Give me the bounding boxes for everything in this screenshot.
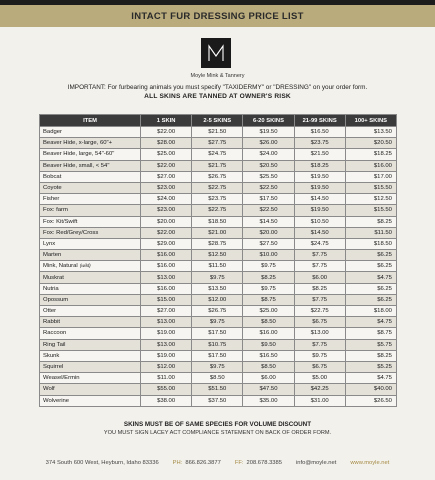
- brand-name: Moyle Mink & Tannery: [190, 73, 245, 79]
- fax-label: FF:: [234, 460, 244, 466]
- price-cell: $7.75: [294, 294, 345, 305]
- item-name-cell: [40, 149, 141, 160]
- price-cell: $8.75: [345, 328, 396, 339]
- table-row: [40, 250, 397, 261]
- price-cell: $7.75: [294, 261, 345, 272]
- price-cell: $10.50: [294, 216, 345, 227]
- table-row: [40, 395, 397, 406]
- item-name: Beaver Hide, x-large, 60"+: [43, 140, 113, 147]
- price-cell: $23.75: [192, 194, 243, 205]
- price-cell: $27.00: [141, 171, 192, 182]
- price-cell: $4.75: [345, 272, 396, 283]
- price-cell: $9.75: [243, 283, 294, 294]
- price-cell: $10.00: [243, 250, 294, 261]
- price-cell: $16.00: [141, 261, 192, 272]
- item-name: Marten: [43, 252, 62, 259]
- price-cell: $6.75: [294, 317, 345, 328]
- price-cell: $22.00: [141, 127, 192, 138]
- item-note: (wild): [79, 263, 91, 269]
- item-name-cell: [40, 306, 141, 317]
- price-cell: $26.50: [345, 395, 396, 406]
- table-row: [40, 216, 397, 227]
- price-cell: $8.75: [243, 294, 294, 305]
- item-name: Bobcat: [43, 173, 62, 180]
- price-cell: $19.50: [294, 205, 345, 216]
- price-cell: $15.50: [345, 182, 396, 193]
- price-cell: $28.00: [141, 138, 192, 149]
- price-cell: $6.25: [345, 250, 396, 261]
- price-cell: $51.50: [192, 384, 243, 395]
- price-cell: $25.00: [243, 306, 294, 317]
- footer-phone: [173, 460, 221, 466]
- price-cell: $13.00: [141, 272, 192, 283]
- item-name: Skunk: [43, 352, 60, 359]
- column-header-2-5-skins: 2-5 SKINS: [192, 115, 243, 127]
- price-cell: $16.00: [243, 328, 294, 339]
- item-name: Opossum: [43, 296, 69, 303]
- table-row: [40, 306, 397, 317]
- price-cell: $18.00: [345, 306, 396, 317]
- price-cell: $6.25: [345, 294, 396, 305]
- price-cell: $22.50: [243, 182, 294, 193]
- price-cell: $9.75: [294, 350, 345, 361]
- column-header-item: ITEM: [40, 115, 141, 127]
- table-row: [40, 149, 397, 160]
- price-cell: $13.50: [345, 127, 396, 138]
- page-title: INTACT FUR DRESSING PRICE LIST: [131, 10, 304, 22]
- price-cell: $20.00: [243, 227, 294, 238]
- price-cell: $11.00: [141, 373, 192, 384]
- price-cell: $4.75: [345, 317, 396, 328]
- item-name-cell: [40, 216, 141, 227]
- price-cell: $22.00: [141, 160, 192, 171]
- item-name-cell: [40, 350, 141, 361]
- price-cell: $15.50: [345, 205, 396, 216]
- lacey-act-note: YOU MUST SIGN LACEY ACT COMPLIANCE STATEMENT ON BACK OF ORDER FORM.: [103, 430, 332, 436]
- price-cell: $10.75: [192, 339, 243, 350]
- price-cell: $47.50: [243, 384, 294, 395]
- table-row: [40, 182, 397, 193]
- brand-logo: [201, 38, 231, 68]
- item-name-cell: [40, 294, 141, 305]
- price-cell: $26.00: [243, 138, 294, 149]
- price-cell: $6.75: [294, 361, 345, 372]
- phone-label: PH:: [172, 460, 183, 466]
- price-cell: $26.75: [192, 171, 243, 182]
- price-cell: $9.75: [192, 317, 243, 328]
- price-cell: $27.00: [141, 306, 192, 317]
- price-cell: $9.75: [192, 361, 243, 372]
- price-cell: $26.75: [192, 306, 243, 317]
- item-name-cell: [40, 328, 141, 339]
- item-name-cell: [40, 205, 141, 216]
- item-name: Fisher: [43, 196, 60, 203]
- item-name-cell: [40, 339, 141, 350]
- price-cell: $17.50: [192, 328, 243, 339]
- price-cell: $24.00: [141, 194, 192, 205]
- footer-address: 374 South 600 West, Heyburn, Idaho 83336: [45, 460, 159, 466]
- price-cell: $24.00: [243, 149, 294, 160]
- table-header-row: [40, 115, 397, 127]
- risk-notice: ALL SKINS ARE TANNED AT OWNER'S RISK: [144, 93, 291, 100]
- price-cell: $21.00: [192, 227, 243, 238]
- footer-website[interactable]: www.moyle.net: [350, 460, 390, 466]
- price-cell: $5.25: [345, 361, 396, 372]
- price-cell: $15.00: [141, 294, 192, 305]
- price-cell: $24.75: [192, 149, 243, 160]
- price-cell: $20.00: [141, 216, 192, 227]
- price-cell: $8.50: [192, 373, 243, 384]
- column-header-21-99-skins: 21-99 SKINS: [294, 115, 345, 127]
- price-cell: $14.50: [243, 216, 294, 227]
- price-cell: $11.50: [192, 261, 243, 272]
- price-cell: $23.00: [141, 182, 192, 193]
- item-name-cell: [40, 317, 141, 328]
- phone-number: 866.826.3877: [185, 460, 221, 466]
- price-cell: $7.75: [294, 250, 345, 261]
- price-cell: $6.25: [345, 261, 396, 272]
- price-cell: $8.25: [345, 350, 396, 361]
- price-cell: $22.50: [243, 205, 294, 216]
- price-cell: $12.50: [192, 250, 243, 261]
- footer-fax: [235, 460, 282, 466]
- price-cell: $9.50: [243, 339, 294, 350]
- table-row: [40, 194, 397, 205]
- table-body: [40, 127, 397, 407]
- price-cell: $6.00: [243, 373, 294, 384]
- price-cell: $16.00: [141, 250, 192, 261]
- item-name: Raccoon: [43, 330, 67, 337]
- price-cell: $23.75: [294, 138, 345, 149]
- table-row: [40, 339, 397, 350]
- table-row: [40, 272, 397, 283]
- item-name: Fox: farm: [43, 207, 68, 214]
- table-row: [40, 138, 397, 149]
- price-table: [39, 114, 397, 407]
- item-name: Beaver Hide, small, < 54": [43, 162, 110, 169]
- price-cell: $6.25: [345, 283, 396, 294]
- price-cell: $19.50: [243, 127, 294, 138]
- table-row: [40, 261, 397, 272]
- price-cell: $7.75: [294, 339, 345, 350]
- price-cell: $37.50: [192, 395, 243, 406]
- item-name-cell: [40, 160, 141, 171]
- price-cell: $19.00: [141, 328, 192, 339]
- item-name: Wolf: [43, 386, 55, 393]
- price-cell: $25.00: [141, 149, 192, 160]
- item-name-cell: [40, 127, 141, 138]
- price-cell: $8.25: [243, 272, 294, 283]
- price-cell: $14.50: [294, 194, 345, 205]
- table-row: [40, 160, 397, 171]
- price-cell: $18.50: [345, 238, 396, 249]
- table-row: [40, 373, 397, 384]
- price-cell: $4.75: [345, 373, 396, 384]
- price-cell: $12.00: [141, 361, 192, 372]
- table-row: [40, 361, 397, 372]
- item-name: Badger: [43, 129, 62, 136]
- column-header-100-skins: 100+ SKINS: [345, 115, 396, 127]
- price-cell: $25.50: [243, 171, 294, 182]
- item-name: Coyote: [43, 185, 62, 192]
- footer-email[interactable]: info@moyle.net: [295, 460, 337, 466]
- item-name: Muskrat: [43, 274, 64, 281]
- price-cell: $16.50: [243, 350, 294, 361]
- table-row: [40, 238, 397, 249]
- item-name: Otter: [43, 308, 57, 315]
- price-cell: $11.50: [345, 227, 396, 238]
- item-name-cell: [40, 227, 141, 238]
- price-cell: $19.50: [294, 171, 345, 182]
- column-header-6-20-skins: 6-20 SKINS: [243, 115, 294, 127]
- item-name-cell: [40, 283, 141, 294]
- price-cell: $12.00: [192, 294, 243, 305]
- price-cell: $18.25: [345, 149, 396, 160]
- price-cell: $28.75: [192, 238, 243, 249]
- table-row: [40, 384, 397, 395]
- price-cell: $8.25: [294, 283, 345, 294]
- item-name: Rabbit: [43, 319, 61, 326]
- price-cell: $6.00: [294, 272, 345, 283]
- price-cell: $13.00: [294, 328, 345, 339]
- price-cell: $16.00: [141, 283, 192, 294]
- table-row: [40, 350, 397, 361]
- item-name: Ring Tail: [43, 341, 66, 348]
- price-cell: $19.00: [141, 350, 192, 361]
- price-cell: $13.00: [141, 339, 192, 350]
- footer: [0, 460, 435, 466]
- price-cell: $9.75: [192, 272, 243, 283]
- price-cell: $22.75: [192, 205, 243, 216]
- table-row: [40, 283, 397, 294]
- important-notice: IMPORTANT: For furbearing animals you must specify "TAXIDERMY" or "DRESSING" on your order form.: [67, 84, 368, 91]
- item-name: Mink, Natural: [43, 263, 78, 270]
- price-cell: $42.25: [294, 384, 345, 395]
- price-cell: $18.25: [294, 160, 345, 171]
- price-cell: $21.75: [192, 160, 243, 171]
- price-cell: $12.50: [345, 194, 396, 205]
- price-cell: $8.50: [243, 361, 294, 372]
- price-cell: $27.75: [192, 138, 243, 149]
- price-cell: $9.75: [243, 261, 294, 272]
- price-cell: $19.50: [294, 182, 345, 193]
- price-cell: $17.50: [192, 350, 243, 361]
- price-cell: $55.00: [141, 384, 192, 395]
- item-name: Lynx: [43, 240, 56, 247]
- price-cell: $18.50: [192, 216, 243, 227]
- item-name-cell: [40, 272, 141, 283]
- price-cell: $22.75: [294, 306, 345, 317]
- item-name: Nutria: [43, 285, 59, 292]
- item-name: Beaver Hide, large, 54"-60": [43, 151, 115, 158]
- table-row: [40, 317, 397, 328]
- item-name: Fox: Kit/Swift: [43, 218, 78, 225]
- price-cell: $27.50: [243, 238, 294, 249]
- item-name: Weasel/Ermin: [43, 375, 80, 382]
- price-cell: $16.50: [294, 127, 345, 138]
- item-name-cell: [40, 395, 141, 406]
- item-name-cell: [40, 373, 141, 384]
- price-cell: $23.00: [141, 205, 192, 216]
- table-row: [40, 127, 397, 138]
- price-cell: $24.75: [294, 238, 345, 249]
- header-band: [0, 5, 435, 27]
- price-cell: $35.00: [243, 395, 294, 406]
- price-cell: $20.50: [243, 160, 294, 171]
- item-name-cell: [40, 361, 141, 372]
- item-name: Wolverine: [43, 397, 70, 404]
- item-name-cell: [40, 250, 141, 261]
- price-cell: $14.50: [294, 227, 345, 238]
- item-name-cell: [40, 182, 141, 193]
- table-row: [40, 205, 397, 216]
- item-name: Squirrel: [43, 364, 64, 371]
- price-cell: $8.25: [345, 216, 396, 227]
- item-name-cell: [40, 171, 141, 182]
- item-name-cell: [40, 194, 141, 205]
- price-cell: $21.50: [294, 149, 345, 160]
- item-name-cell: [40, 384, 141, 395]
- table-row: [40, 171, 397, 182]
- price-cell: $13.50: [192, 283, 243, 294]
- price-cell: $40.00: [345, 384, 396, 395]
- volume-discount-note: SKINS MUST BE OF SAME SPECIES FOR VOLUME DISCOUNT: [123, 421, 312, 428]
- price-cell: $5.00: [294, 373, 345, 384]
- table-row: [40, 227, 397, 238]
- price-cell: $17.50: [243, 194, 294, 205]
- item-name-cell: [40, 238, 141, 249]
- price-cell: $13.00: [141, 317, 192, 328]
- price-cell: $8.50: [243, 317, 294, 328]
- price-cell: $22.75: [192, 182, 243, 193]
- table-row: [40, 328, 397, 339]
- price-cell: $17.00: [345, 171, 396, 182]
- price-cell: $21.50: [192, 127, 243, 138]
- price-cell: $16.00: [345, 160, 396, 171]
- item-name-cell: [40, 138, 141, 149]
- column-header-1-skin: 1 SKIN: [141, 115, 192, 127]
- price-cell: $31.00: [294, 395, 345, 406]
- price-cell: $22.00: [141, 227, 192, 238]
- item-name-cell: [40, 261, 141, 272]
- table-row: [40, 294, 397, 305]
- price-cell: $38.00: [141, 395, 192, 406]
- item-name: Fox: Red/Grey/Cross: [43, 229, 99, 236]
- fax-number: 208.678.3385: [246, 460, 282, 466]
- price-cell: $5.75: [345, 339, 396, 350]
- price-cell: $29.00: [141, 238, 192, 249]
- price-cell: $20.50: [345, 138, 396, 149]
